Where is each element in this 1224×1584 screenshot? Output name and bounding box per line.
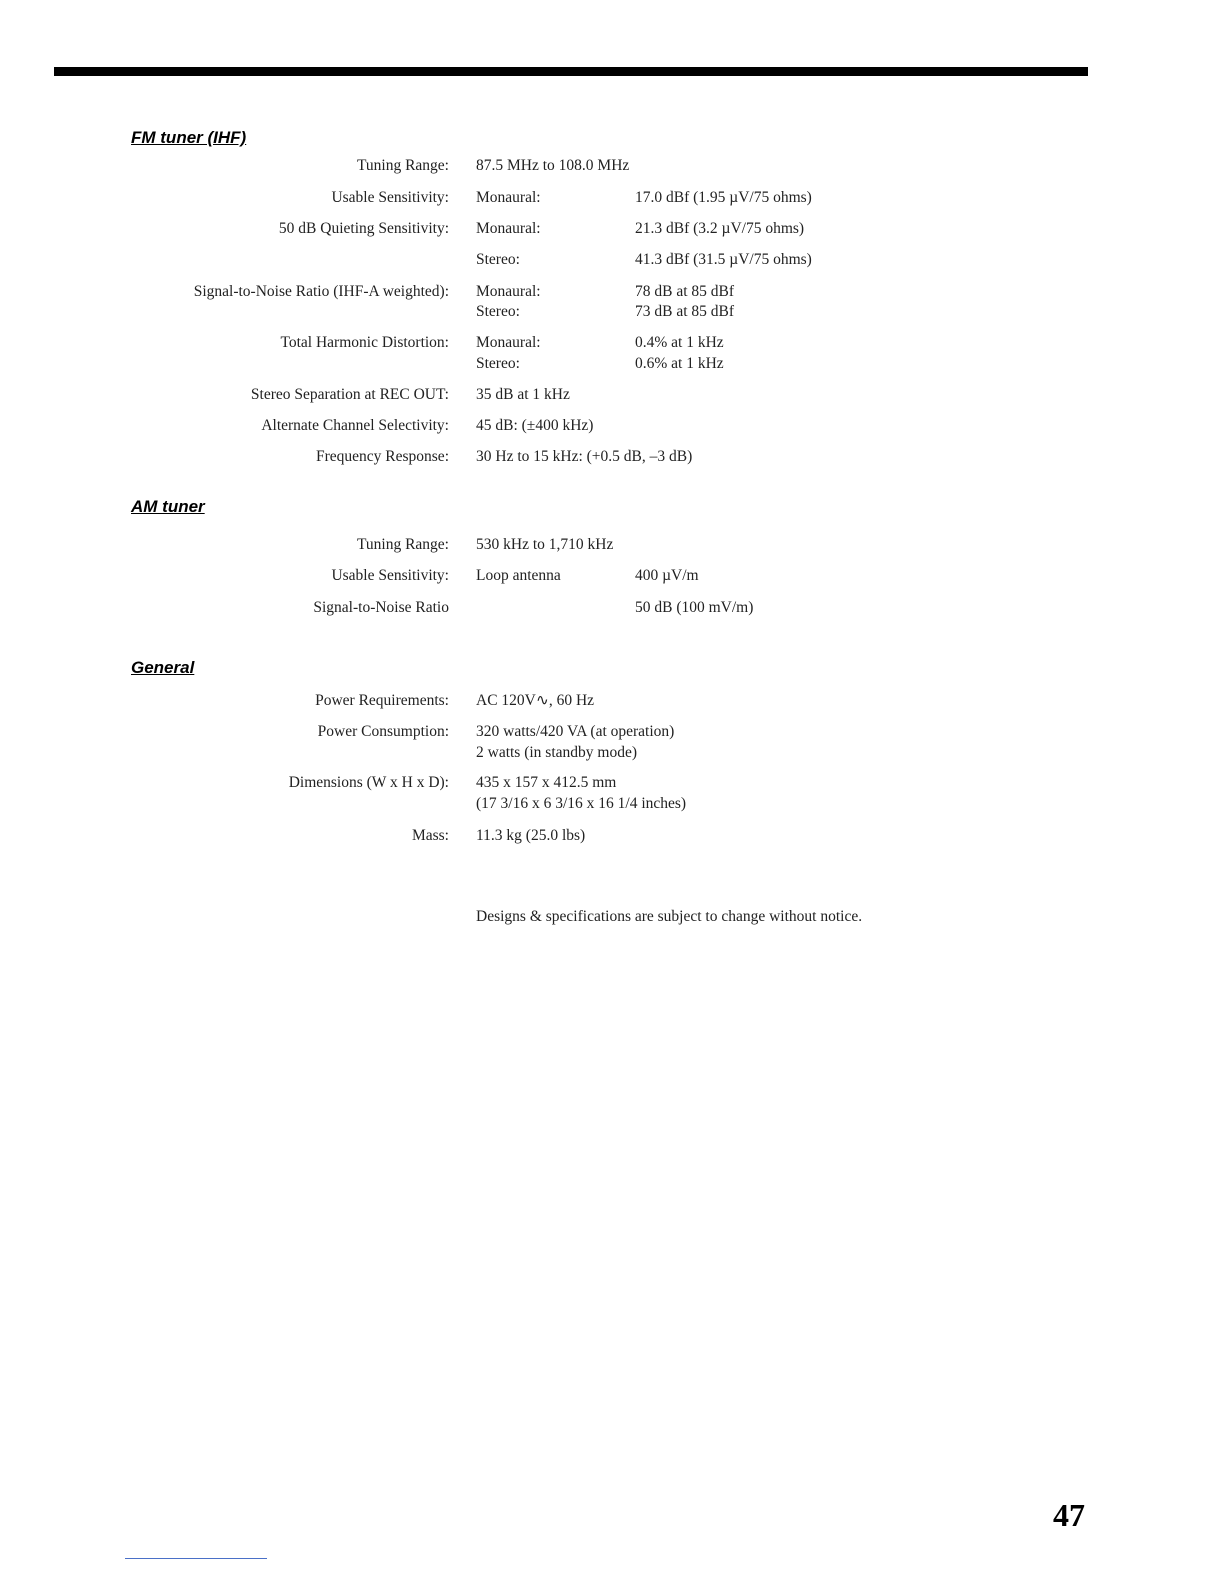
spec-value: 78 dB at 85 dBf — [635, 283, 735, 300]
spec-value: 45 dB: (±400 kHz) — [476, 417, 594, 434]
spec-value: AC 120V∿, 60 Hz — [476, 692, 595, 709]
spec-mode: Monaural: — [476, 283, 541, 300]
spec-value: 530 kHz to 1,710 kHz — [476, 536, 614, 553]
section-heading-fm: FM tuner (IHF) — [131, 128, 247, 147]
spec-value: 21.3 dBf (3.2 µV/75 ohms) — [635, 220, 805, 237]
spec-value: 87.5 MHz to 108.0 MHz — [476, 157, 630, 174]
spec-value: 320 watts/420 VA (at operation) — [476, 723, 675, 740]
spec-label: Power Consumption: — [317, 723, 449, 740]
specifications-notice: Designs & specifications are subject to change without notice. — [476, 908, 863, 925]
spec-value: 73 dB at 85 dBf — [635, 303, 735, 320]
spec-label: Dimensions (W x H x D): — [288, 774, 449, 791]
bottom-line — [125, 1558, 267, 1559]
spec-value: 0.4% at 1 kHz — [635, 334, 724, 351]
spec-mode: Monaural: — [476, 220, 541, 237]
spec-value: 50 dB (100 mV/m) — [635, 599, 754, 616]
spec-value: 435 x 157 x 412.5 mm — [476, 774, 617, 791]
spec-label: Usable Sensitivity: — [331, 189, 449, 206]
spec-mode: Stereo: — [476, 251, 520, 268]
spec-label: Alternate Channel Selectivity: — [261, 417, 449, 434]
spec-mode: Monaural: — [476, 334, 541, 351]
spec-value: 11.3 kg (25.0 lbs) — [476, 827, 586, 844]
page-number: 47 — [1053, 1497, 1085, 1533]
section-heading-am: AM tuner — [131, 497, 205, 516]
spec-label: Frequency Response: — [315, 448, 449, 465]
spec-label: 50 dB Quieting Sensitivity: — [278, 220, 449, 237]
section-heading-general: General — [131, 658, 195, 677]
spec-value: 35 dB at 1 kHz — [476, 386, 570, 403]
spec-value: 400 µV/m — [635, 567, 699, 584]
spec-label: Signal-to-Noise Ratio — [313, 599, 449, 616]
spec-label: Mass: — [411, 827, 449, 844]
spec-mode: Loop antenna — [476, 567, 561, 584]
spec-mode: Monaural: — [476, 189, 541, 206]
top-rule — [54, 67, 1088, 76]
spec-label: Signal-to-Noise Ratio (IHF-A weighted): — [193, 283, 449, 300]
spec-mode: Stereo: — [476, 303, 520, 320]
spec-mode: Stereo: — [476, 355, 520, 372]
spec-value: 2 watts (in standby mode) — [476, 744, 638, 761]
spec-label: Tuning Range: — [356, 157, 449, 174]
spec-label: Tuning Range: — [356, 536, 449, 553]
spec-value: 41.3 dBf (31.5 µV/75 ohms) — [635, 251, 812, 268]
spec-label: Power Requirements: — [315, 692, 449, 709]
spec-label: Stereo Separation at REC OUT: — [250, 386, 449, 403]
spec-value: 0.6% at 1 kHz — [635, 355, 724, 372]
spec-label: Usable Sensitivity: — [331, 567, 449, 584]
spec-value: 17.0 dBf (1.95 µV/75 ohms) — [635, 189, 812, 206]
spec-value: (17 3/16 x 6 3/16 x 16 1/4 inches) — [476, 795, 687, 812]
spec-label: Total Harmonic Distortion: — [280, 334, 449, 351]
spec-value: 30 Hz to 15 kHz: (+0.5 dB, –3 dB) — [476, 448, 693, 465]
